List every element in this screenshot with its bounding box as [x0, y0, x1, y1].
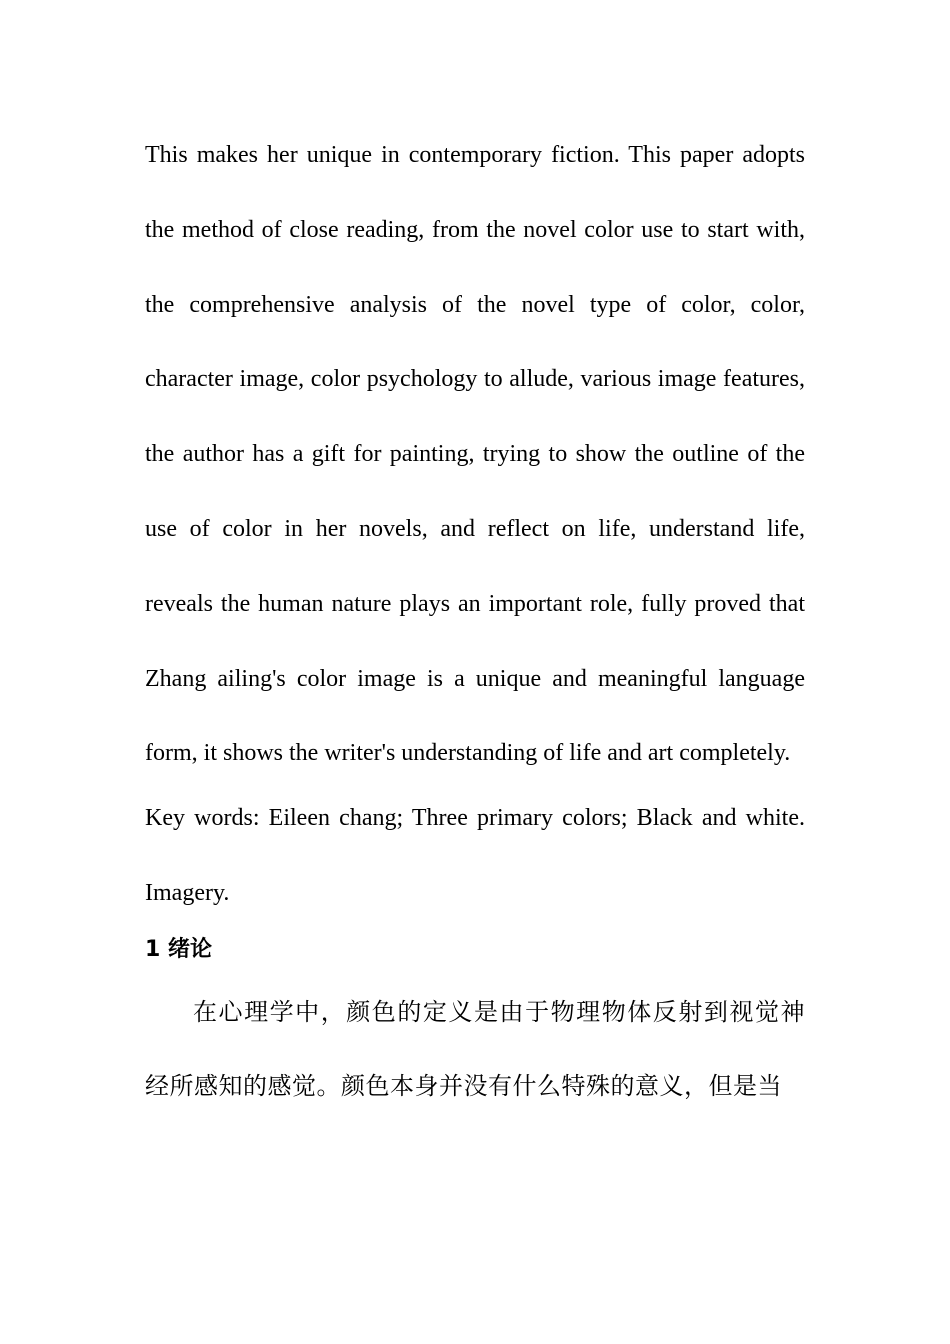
keywords-paragraph: Key words: Eileen chang; Three primary colors; Black and white. Imagery.: [145, 805, 805, 906]
section-heading: 1 绪论: [145, 936, 212, 962]
section-paragraph: 在心理学中，颜色的定义是由于物理物体反射到视觉神经所感知的感觉。颜色本身并没有什么特殊的意义，但是当: [145, 997, 805, 1100]
document-page: [145, 118, 805, 1123]
abstract-paragraph: This makes her unique in contemporary fiction. This paper adopts the method of close reading, from the novel color use to start with, the comprehensive analysis of the novel type of color, color, character image, color psychology to allude, various image features, the author has a gift for painting, trying to show the outline of the use of color in her novels, and reflect on life, understand life, reveals the human nature plays an important role, fully proved that Zhang ailing's color image is a unique and meaningful language form, it shows the writer's understanding of life and art completely.: [145, 142, 805, 767]
